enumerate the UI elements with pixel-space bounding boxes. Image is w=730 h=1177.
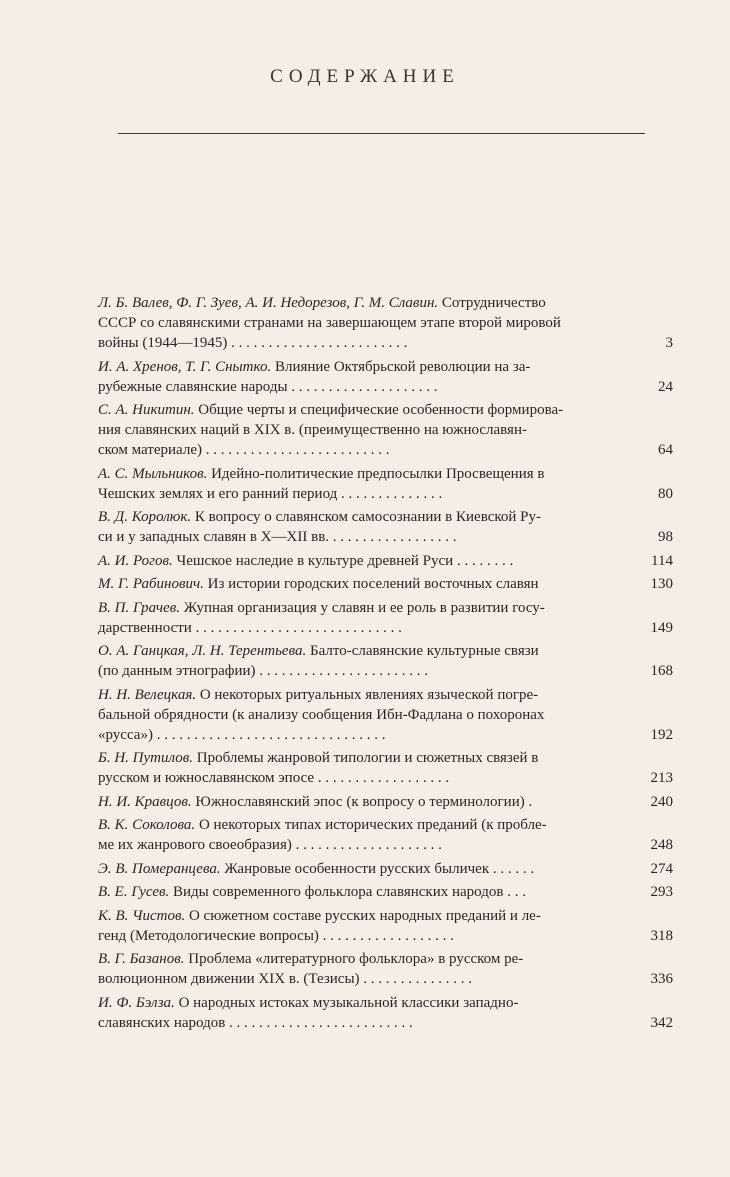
toc-entry-text bbox=[98, 815, 618, 855]
toc-entry-page-number: 80 bbox=[658, 485, 673, 502]
toc-entry[interactable] bbox=[98, 859, 676, 879]
toc-entry[interactable] bbox=[98, 598, 676, 638]
toc-entry-title-line: «русса») . . . . . . . . . . . . . . . . . . . . . . . . . . . . . . . bbox=[98, 726, 386, 743]
toc-entry[interactable] bbox=[98, 507, 676, 547]
toc-entry-authors: А. И. Рогов. bbox=[98, 552, 173, 569]
toc-entry-title-line: Южнославянский эпос (к вопросу о терминологии) . bbox=[195, 793, 533, 810]
toc-entry-title-line: ском материале) . . . . . . . . . . . . . . . . . . . . . . . . . bbox=[98, 442, 390, 458]
toc-entry-authors: И. А. Хренов, Т. Г. Снытко. bbox=[98, 358, 272, 375]
toc-entry-title-line: Жанровые особенности русских быличек . . . . . . bbox=[224, 860, 535, 877]
toc-entry-line bbox=[98, 748, 618, 768]
toc-entry-title-line: Виды современного фольклора славянских народов . . . bbox=[173, 884, 526, 900]
toc-entry[interactable] bbox=[98, 993, 676, 1033]
toc-entry-title-line: генд (Методологические вопросы) . . . . . . . . . . . . . . . . . . bbox=[98, 927, 454, 944]
toc-entry-authors: Н. И. Кравцов. bbox=[98, 793, 192, 810]
toc-entry-page-number: 274 bbox=[650, 860, 673, 877]
toc-entry-text bbox=[98, 906, 618, 946]
toc-entry-text bbox=[98, 551, 618, 571]
toc-entry-line bbox=[98, 792, 618, 812]
toc-entry-authors: В. Д. Королюк. bbox=[98, 509, 192, 525]
toc-entry-line bbox=[98, 815, 618, 835]
toc-entry-line bbox=[98, 400, 618, 420]
toc-entry-title-line: дарственности . . . . . . . . . . . . . . . . . . . . . . . . . . . . bbox=[98, 619, 402, 636]
toc-entry-authors: М. Г. Рабинович. bbox=[98, 576, 204, 592]
toc-entry-line bbox=[98, 484, 618, 504]
toc-entry-text bbox=[98, 792, 618, 812]
toc-entry-line bbox=[98, 464, 618, 484]
toc-entry-line bbox=[98, 377, 618, 397]
toc-entry[interactable] bbox=[98, 551, 676, 571]
toc-entry-line bbox=[98, 859, 618, 879]
toc-entry[interactable] bbox=[98, 574, 676, 594]
toc-entry[interactable] bbox=[98, 882, 676, 902]
toc-entry-line bbox=[98, 313, 618, 333]
toc-entry-line bbox=[98, 420, 618, 440]
toc-entry[interactable] bbox=[98, 685, 676, 745]
toc-entry-text bbox=[98, 357, 618, 397]
toc-entry-line bbox=[98, 969, 618, 989]
toc-entry-authors: О. А. Ганцкая, Л. Н. Терентьева. bbox=[98, 643, 307, 659]
toc-entry-authors: Л. Б. Валев, Ф. Г. Зуев, А. И. Недорезов, Г. М. Славин. bbox=[98, 295, 439, 311]
toc-entry-authors: В. П. Грачев. bbox=[98, 599, 180, 616]
toc-entry-authors: В. К. Соколова. bbox=[98, 817, 196, 833]
toc-entry-title-line: волюционном движении XIX в. (Тезисы) . . . . . . . . . . . . . . . bbox=[98, 971, 473, 987]
toc-entry[interactable] bbox=[98, 748, 676, 788]
toc-entry-text bbox=[98, 748, 618, 788]
toc-entry-line bbox=[98, 293, 618, 313]
toc-entry-page-number: 336 bbox=[650, 971, 673, 987]
toc-entry-text bbox=[98, 507, 618, 547]
toc-entry-title-line: Общие черты и специфические особенности формирова- bbox=[198, 402, 564, 418]
toc-entry[interactable] bbox=[98, 949, 676, 989]
toc-entry-line bbox=[98, 333, 618, 353]
toc-entry-page-number: 240 bbox=[650, 793, 673, 810]
toc-entry-page-number: 64 bbox=[658, 442, 673, 458]
toc-entry-authors: С. А. Никитин. bbox=[98, 402, 195, 418]
toc-entry-text bbox=[98, 293, 618, 353]
toc-entry-title-line: войны (1944—1945) . . . . . . . . . . . . . . . . . . . . . . . . bbox=[98, 335, 408, 351]
toc-entry-title-line: бальной обрядности (к анализу сообщения Ибн-Фадлана о похоронах bbox=[98, 706, 545, 723]
toc-entry-line bbox=[98, 882, 618, 902]
toc-entry-line bbox=[98, 551, 618, 571]
toc-entry[interactable] bbox=[98, 641, 676, 681]
toc-entry-line bbox=[98, 661, 618, 681]
toc-entry-page-number: 342 bbox=[650, 1014, 673, 1031]
toc-entry-title-line: О народных истоках музыкальной классики западно- bbox=[178, 994, 519, 1011]
toc-entry-text bbox=[98, 993, 618, 1033]
toc-entry-line bbox=[98, 440, 618, 460]
toc-entry-page-number: 3 bbox=[665, 335, 673, 351]
toc-entry-line bbox=[98, 574, 618, 594]
toc-entry-title-line: Проблемы жанровой типологии и сюжетных связей в bbox=[196, 750, 539, 766]
toc-entry-title-line: Чешских землях и его ранний период . . . . . . . . . . . . . . bbox=[98, 485, 443, 502]
toc-entry-line bbox=[98, 598, 618, 618]
toc-entry-title-line: русском и южнославянском эпосе . . . . . . . . . . . . . . . . . . bbox=[98, 770, 450, 786]
toc-entry-line bbox=[98, 357, 618, 377]
toc-entry-text bbox=[98, 574, 618, 594]
toc-entry-page-number: 98 bbox=[658, 529, 673, 545]
toc-entry-authors: А. С. Мыльников. bbox=[98, 465, 208, 482]
toc-entry-line bbox=[98, 705, 618, 725]
toc-entry-page-number: 293 bbox=[650, 884, 673, 900]
toc-entry-title-line: ния славянских наций в XIX в. (преимущественно на южнославян- bbox=[98, 422, 527, 438]
toc-entry-line bbox=[98, 768, 618, 788]
toc-entry-title-line: (по данным этнографии) . . . . . . . . . . . . . . . . . . . . . . . bbox=[98, 663, 429, 679]
toc-entry-text bbox=[98, 400, 618, 460]
toc-entry-authors: В. Е. Гусев. bbox=[98, 884, 170, 900]
toc-entry-page-number: 149 bbox=[650, 619, 673, 636]
toc-entry-text bbox=[98, 882, 618, 902]
toc-entry-title-line: славянских народов . . . . . . . . . . . . . . . . . . . . . . . . . bbox=[98, 1014, 413, 1031]
toc-entry-line bbox=[98, 949, 618, 969]
toc-entry[interactable] bbox=[98, 792, 676, 812]
toc-entry-line bbox=[98, 835, 618, 855]
toc-entry-title-line: О некоторых типах исторических преданий (к пробле- bbox=[198, 817, 547, 833]
toc-entry-text bbox=[98, 949, 618, 989]
toc-entry[interactable] bbox=[98, 293, 676, 353]
toc-entry-page-number: 248 bbox=[650, 837, 673, 853]
toc-entry-page-number: 192 bbox=[650, 726, 673, 743]
toc-entry-title-line: Чешское наследие в культуре древней Руси . . . . . . . . bbox=[176, 552, 514, 569]
toc-entry-page-number: 213 bbox=[650, 770, 673, 786]
toc-entry-line bbox=[98, 926, 618, 946]
toc-entry[interactable] bbox=[98, 400, 676, 460]
toc-entry-line bbox=[98, 685, 618, 705]
toc-entry-title-line: ме их жанрового своеобразия) . . . . . . . . . . . . . . . . . . . . bbox=[98, 837, 442, 853]
toc-entry-text bbox=[98, 464, 618, 504]
toc-entry-page-number: 318 bbox=[650, 927, 673, 944]
toc-entry-text bbox=[98, 859, 618, 879]
toc-entry-page-number: 130 bbox=[650, 576, 673, 592]
toc-entry-title-line: Жупная организация у славян и ее роль в развитии госу- bbox=[183, 599, 545, 616]
toc-entry-line bbox=[98, 1013, 618, 1033]
toc-entry-authors: Э. В. Померанцева. bbox=[98, 860, 221, 877]
toc-entry-title-line: Из истории городских поселений восточных славян bbox=[207, 576, 539, 592]
toc-entry-line bbox=[98, 641, 618, 661]
toc-entry-authors: Н. Н. Велецкая. bbox=[98, 686, 197, 703]
toc-entry-page-number: 24 bbox=[658, 378, 673, 395]
toc-entry-title-line: Балто-славянские культурные связи bbox=[310, 643, 539, 659]
toc-entry-line bbox=[98, 906, 618, 926]
toc-entry-line bbox=[98, 725, 618, 745]
toc-entry-title-line: рубежные славянские народы . . . . . . . . . . . . . . . . . . . . bbox=[98, 378, 438, 395]
toc-entry-page-number: 168 bbox=[650, 663, 673, 679]
toc-entry-text bbox=[98, 598, 618, 638]
toc-entry-line bbox=[98, 618, 618, 638]
toc-entry[interactable] bbox=[98, 357, 676, 397]
toc-entry-title-line: О сюжетном составе русских народных преданий и ле- bbox=[188, 907, 541, 924]
table-of-contents bbox=[98, 293, 676, 1036]
toc-entry-title-line: Идейно-политические предпосылки Просвещения в bbox=[211, 465, 545, 482]
toc-entry-title-line: Влияние Октябрьской революции на за- bbox=[274, 358, 531, 375]
toc-entry-line bbox=[98, 527, 618, 547]
toc-entry-title-line: О некоторых ритуальных явлениях языческой погре- bbox=[199, 686, 539, 703]
title-rule bbox=[118, 133, 645, 134]
toc-entry-page-number: 114 bbox=[651, 552, 673, 569]
toc-entry-authors: Б. Н. Путилов. bbox=[98, 750, 193, 766]
page-title: СОДЕРЖАНИЕ bbox=[270, 66, 460, 87]
toc-entry-authors: В. Г. Базанов. bbox=[98, 951, 185, 967]
toc-entry-text bbox=[98, 685, 618, 745]
toc-entry-title-line: СССР со славянскими странами на завершающем этапе второй мировой bbox=[98, 315, 561, 331]
toc-entry[interactable] bbox=[98, 906, 676, 946]
toc-entry-line bbox=[98, 993, 618, 1013]
toc-entry-title-line: К вопросу о славянском самосознании в Киевской Ру- bbox=[194, 509, 541, 525]
toc-entry-title-line: си и у западных славян в X—XII вв. . . . . . . . . . . . . . . . . . bbox=[98, 529, 457, 545]
toc-entry-text bbox=[98, 641, 618, 681]
toc-entry-authors: К. В. Чистов. bbox=[98, 907, 186, 924]
toc-entry[interactable] bbox=[98, 815, 676, 855]
toc-entry-title-line: Проблема «литературного фольклора» в русском ре- bbox=[188, 951, 524, 967]
toc-entry-title-line: Сотрудничество bbox=[441, 295, 546, 311]
toc-entry[interactable] bbox=[98, 464, 676, 504]
toc-entry-authors: И. Ф. Бэлза. bbox=[98, 994, 175, 1011]
toc-entry-line bbox=[98, 507, 618, 527]
